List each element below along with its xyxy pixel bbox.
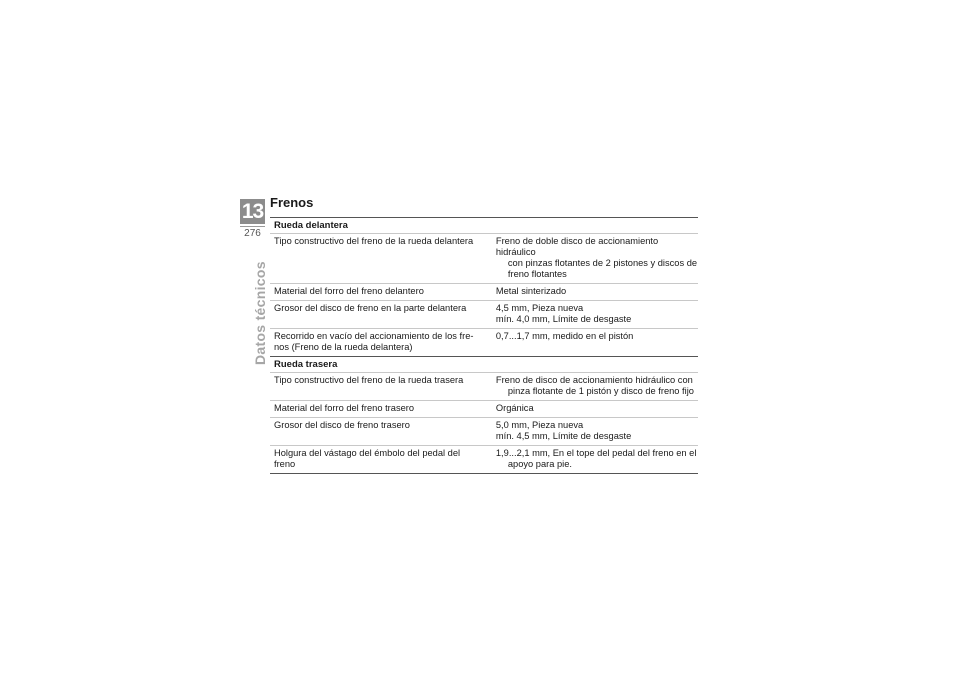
spec-label: Grosor del disco de freno en la parte delantera [270, 301, 492, 329]
spec-label: Material del forro del freno delantero [270, 284, 492, 301]
spec-value-line: mín. 4,0 mm, Límite de desgaste [495, 314, 632, 324]
table-row [270, 284, 698, 301]
table-row [270, 329, 698, 357]
spec-value [492, 373, 698, 401]
spec-value-line: 0,7...1,7 mm, medido en el pistón [495, 331, 634, 341]
chapter-number: 13 [241, 200, 264, 223]
spec-label-line: Holgura del vástago del émbolo del pedal del [274, 448, 461, 458]
group-heading: Rueda delantera [270, 218, 698, 234]
table-row [270, 301, 698, 329]
table-row [270, 373, 698, 401]
spec-value [492, 301, 698, 329]
spec-value [492, 401, 698, 418]
spec-value-line: apoyo para pie. [507, 459, 572, 469]
section-title: Frenos [270, 195, 314, 210]
table-row [270, 401, 698, 418]
spec-label: Grosor del disco de freno trasero [270, 418, 492, 446]
spec-value [492, 418, 698, 446]
spec-label-line: freno [274, 459, 296, 469]
spec-label-line: Recorrido en vacío del accionamiento de los fre- [274, 331, 474, 341]
spec-value-line: 5,0 mm, Pieza nueva [495, 420, 584, 430]
spec-label: Tipo constructivo del freno de la rueda delantera [270, 234, 492, 284]
spec-label: Material del forro del freno trasero [270, 401, 492, 418]
spec-value-line: Metal sinterizado [495, 286, 567, 296]
group-heading-row [270, 218, 698, 234]
spec-label [270, 446, 492, 474]
group-heading-row [270, 357, 698, 373]
table-row [270, 234, 698, 284]
spec-value-line: con pinzas flotantes de 2 pistones y discos de [507, 258, 698, 268]
spec-value-line: Freno de disco de accionamiento hidráulico con [495, 375, 693, 385]
spec-value-line: pinza flotante de 1 pistón y disco de freno fijo [507, 386, 694, 396]
spec-label [270, 329, 492, 357]
group-heading: Rueda trasera [270, 357, 698, 373]
spec-value-line: freno flotantes [507, 269, 567, 279]
spec-value-line: 4,5 mm, Pieza nueva [495, 303, 584, 313]
specs-table [270, 217, 698, 474]
spec-value [492, 446, 698, 474]
table-row [270, 446, 698, 474]
spec-value-line: mín. 4,5 mm, Límite de desgaste [495, 431, 632, 441]
spec-value-line: 1,9...2,1 mm, En el tope del pedal del freno en el [495, 448, 697, 458]
content-area [270, 196, 698, 474]
spec-value-line: Orgánica [495, 403, 534, 413]
side-chapter-title: Datos técnicos [252, 261, 268, 365]
spec-value [492, 234, 698, 284]
spec-label-line: nos (Freno de la rueda delantera) [274, 342, 413, 352]
page-number: 276 [240, 226, 265, 239]
spec-value [492, 329, 698, 357]
spec-value-line: Freno de doble disco de accionamiento hidráulico [495, 236, 659, 257]
spec-label: Tipo constructivo del freno de la rueda trasera [270, 373, 492, 401]
chapter-marker [240, 199, 265, 239]
spec-value [492, 284, 698, 301]
table-row [270, 418, 698, 446]
